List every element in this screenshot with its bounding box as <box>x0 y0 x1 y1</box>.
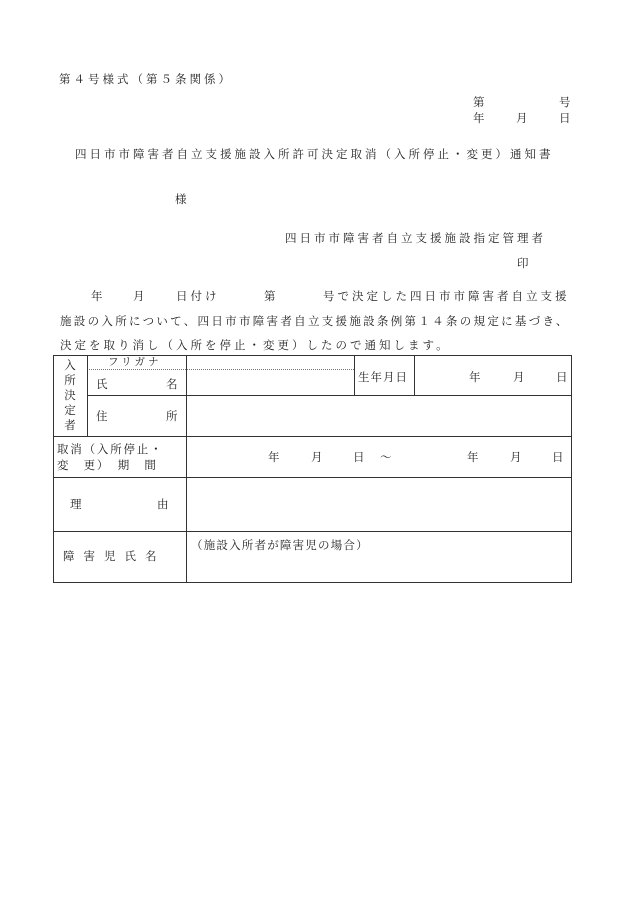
period-from-month: 月 <box>311 450 323 464</box>
reason-label-2: 由 <box>157 497 169 511</box>
period-label-line1: 取消（入所停止・ <box>57 442 164 456</box>
child-name-label: 障害児氏名 <box>63 549 166 563</box>
reason-field[interactable] <box>197 482 562 527</box>
body-line2: 施設の入所について、四日市市障害者自立支援施設条例第１４条の規定に基づき、 <box>60 314 570 328</box>
body-year: 年 <box>91 289 103 303</box>
applicant-group-label: 入 所 決 定 者 <box>64 358 76 432</box>
child-name-note: （施設入所者が障害児の場合） <box>191 538 369 552</box>
recipient-honorific: 様 <box>175 192 187 206</box>
address-label-2: 所 <box>166 409 178 423</box>
name-label-2: 名 <box>166 377 178 391</box>
notice-date-year: 年 <box>473 111 485 125</box>
body-number-prefix: 第 <box>264 289 276 303</box>
birth-month: 月 <box>513 370 525 384</box>
body-month: 月 <box>133 289 145 303</box>
address-label-1: 住 <box>96 409 108 423</box>
reason-label-1: 理 <box>70 497 82 511</box>
notice-number-prefix: 第 <box>473 95 485 109</box>
body-line1-text: 号で決定した四日市市障害者自立支援 <box>323 289 570 303</box>
name-label-1: 氏 <box>96 377 108 391</box>
period-to-year: 年 <box>467 450 479 464</box>
name-field[interactable] <box>197 358 347 392</box>
period-from-year: 年 <box>268 450 280 464</box>
birth-year: 年 <box>469 370 481 384</box>
seal-mark: 印 <box>517 256 529 270</box>
birth-day: 日 <box>556 370 568 384</box>
period-to-day: 日 <box>552 450 564 464</box>
notice-date-month: 月 <box>516 111 528 125</box>
period-label-line2: 変 更） 期 間 <box>57 458 158 472</box>
notice-date-day: 日 <box>559 111 571 125</box>
body-line3: 決定を取り消し（入所を停止・変更）したので通知します。 <box>60 338 451 352</box>
form-number: 第４号様式（第５条関係） <box>59 72 233 86</box>
notice-number-suffix: 号 <box>559 95 571 109</box>
period-to-month: 月 <box>510 450 522 464</box>
body-dated: 日付け <box>176 289 220 303</box>
address-field[interactable] <box>197 399 562 433</box>
document-title: 四日市市障害者自立支援施設入所許可決定取消（入所停止・変更）通知書 <box>75 147 554 161</box>
period-from-day: 日 <box>353 450 365 464</box>
furigana-label: フリガナ <box>108 356 162 368</box>
period-tilde: ～ <box>380 450 392 464</box>
sender-name: 四日市市障害者自立支援施設指定管理者 <box>285 231 546 245</box>
birthdate-label: 生年月日 <box>358 370 408 384</box>
